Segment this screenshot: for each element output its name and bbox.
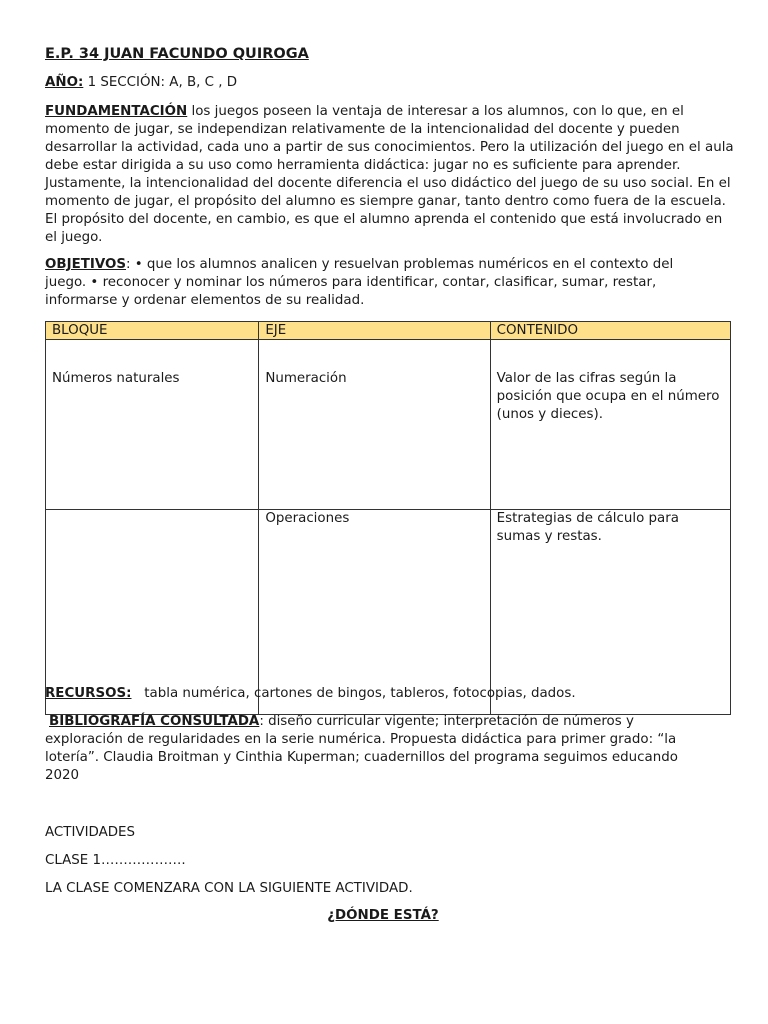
clase-line: CLASE 1………………. [45, 853, 186, 868]
year-section-line [45, 74, 725, 92]
bibliografia-paragraph [45, 713, 705, 785]
table-header-row [46, 322, 731, 340]
recursos-text: tabla numérica, cartones de bingos, tableros, fotocopias, dados. [131, 686, 576, 701]
table-cell-contenido: Estrategias de cálculo para sumas y restas. [490, 510, 730, 715]
content-table [45, 321, 731, 715]
objetivos-paragraph [45, 256, 715, 310]
table-cell-eje: Numeración [259, 340, 490, 510]
header-eje: EJE [259, 322, 490, 340]
recursos-line [45, 685, 725, 703]
objetivos-label: OBJETIVOS [45, 257, 126, 272]
table-cell-contenido: Valor de las cifras según la posición que ocupa en el número (unos y dieces). [490, 340, 730, 510]
recursos-label: RECURSOS: [45, 686, 132, 701]
year-value: 1 SECCIÓN: A, B, C , D [83, 75, 238, 90]
table-cell-bloque [46, 510, 259, 715]
fundamentacion-label: FUNDAMENTACIÓN [45, 104, 188, 119]
actividades-heading: ACTIVIDADES [45, 825, 136, 840]
bibliografia-text: : diseño curricular vigente; interpretación de números y exploración de regularidades en la serie numérica. Propuesta didáctica para primer grado: “la lotería”. Claudia Broitman y Cinthia Kuperman; cuadernillos del programa seguimos educando 2020 [45, 714, 678, 783]
year-label: AÑO: [45, 75, 84, 90]
school-title: E.P. 34 JUAN FACUNDO QUIROGA [45, 46, 309, 62]
header-contenido: CONTENIDO [490, 322, 730, 340]
objetivos-text: : • que los alumnos analicen y resuelvan problemas numéricos en el contexto del juego. • reconocer y nominar los números para identificar, contar, clasificar, sumar, restar, informarse y ordenar elementos de su realidad. [45, 257, 674, 308]
table-cell-eje: Operaciones [259, 510, 490, 715]
fundamentacion-text: los juegos poseen la ventaja de interesar a los alumnos, con lo que, en el momento de jugar, se independizan relativamente de la intencionalidad del docente y pueden desarrollar la actividad, cada uno a partir de sus conocimientos. Pero la utilización del juego en el aula debe estar dirigida a su uso como herramienta didáctica: jugar no es suficiente para aprender. Justamente, la intencionalidad del docente diferencia el uso didáctico del juego de su uso social. En el momento de jugar, el propósito del alumno es siempre ganar, tanto dentro como fuera de la escuela. El propósito del docente, en cambio, es que el alumno aprenda el contenido que está involucrado en el juego. [45, 104, 734, 245]
header-bloque: BLOQUE [46, 322, 259, 340]
table-row [46, 340, 731, 510]
bibliografia-label: BIBLIOGRAFÍA CONSULTADA [49, 714, 260, 729]
fundamentacion-paragraph [45, 103, 735, 247]
table-cell-bloque: Números naturales [46, 340, 259, 510]
table-row [46, 510, 731, 715]
intro-line: LA CLASE COMENZARA CON LA SIGUIENTE ACTIVIDAD. [45, 881, 413, 896]
activity-title: ¿DÓNDE ESTÁ? [327, 908, 439, 923]
